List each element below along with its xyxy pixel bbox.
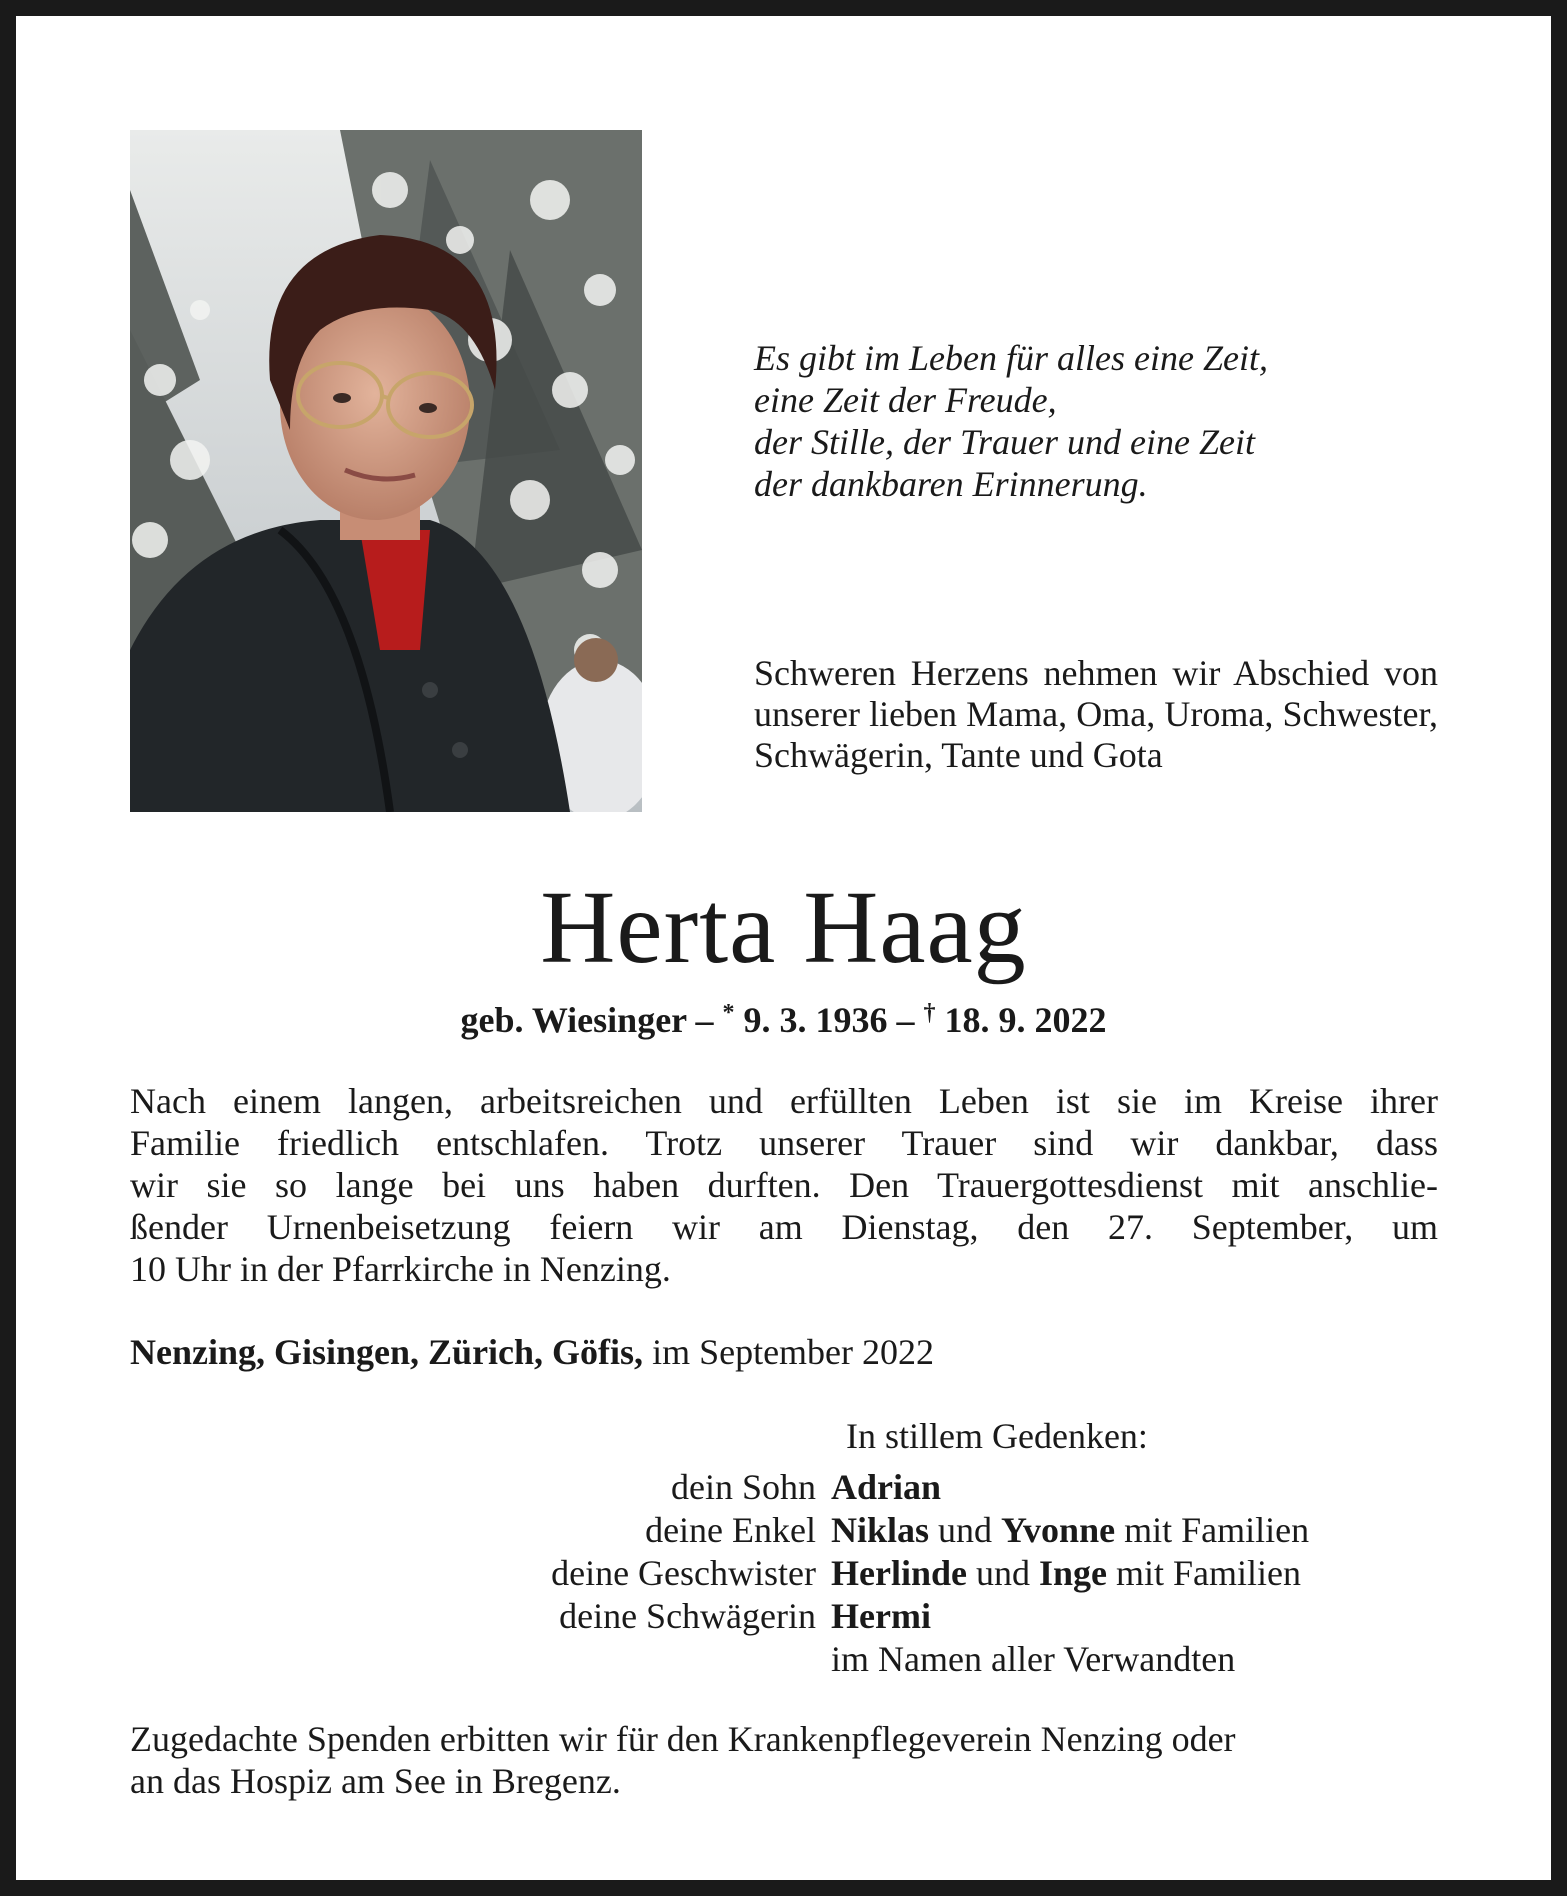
text-line: Nach einem langen, arbeitsreichen und erfüllten Leben ist sie im Kreise ihrer <box>130 1081 1438 1121</box>
mourner-name: Herlinde <box>831 1553 967 1593</box>
mourners-list <box>130 1466 1450 1681</box>
mourner-relation: dein Sohn <box>670 1467 816 1507</box>
mourner-names <box>831 1509 1309 1552</box>
text-line: 10 Uhr in der Pfarrkirche in Nenzing. <box>130 1249 671 1289</box>
place-date-line <box>130 1330 1438 1374</box>
birth-date: 9. 3. 1936 <box>743 1000 888 1040</box>
mourners-title: In stillem Gedenken: <box>846 1416 1148 1456</box>
farewell-intro: Schweren Herzens nehmen wir Abschied von unserer lieben Mama, Oma, Uroma, Schwester, Schwägerin, Tante und Gota <box>754 653 1438 775</box>
text-line: wir sie so lange bei uns haben durften. Den Trauergottesdienst mit anschlie- <box>130 1165 1438 1205</box>
mourner-suffix: mit Familien <box>1124 1510 1310 1550</box>
mourner-relation: deine Schwägerin <box>559 1596 816 1636</box>
mourner-name: Hermi <box>831 1596 931 1636</box>
mourner-row <box>130 1552 1450 1595</box>
mourner-names <box>831 1638 1235 1681</box>
mourner-names <box>831 1552 1301 1595</box>
deceased-name: Herta Haag <box>540 870 1027 985</box>
quote-line: der dankbaren Erinnerung. <box>754 464 1148 504</box>
donation-note <box>130 1718 1450 1802</box>
obituary-text <box>130 1080 1438 1290</box>
portrait-image <box>130 130 642 812</box>
mourner-row <box>130 1509 1450 1552</box>
date-separator: – <box>896 1000 915 1040</box>
donation-line: Zugedachte Spenden erbitten wir für den Krankenpflegeverein Nenzing oder <box>130 1719 1236 1759</box>
mourner-row <box>130 1466 1450 1509</box>
portrait-photo <box>130 130 642 812</box>
donation-line: an das Hospiz am See in Bregenz. <box>130 1761 621 1801</box>
place-date: im September 2022 <box>652 1332 935 1372</box>
place-towns: Nenzing, Gisingen, Zürich, Göfis, <box>130 1332 644 1372</box>
mourner-name: Yvonne <box>1001 1510 1116 1550</box>
mourner-names <box>831 1466 941 1509</box>
quote-line: der Stille, der Trauer und eine Zeit <box>754 422 1255 462</box>
mourner-row <box>130 1638 1450 1681</box>
mourner-relation: deine Enkel <box>645 1510 816 1550</box>
death-date: 18. 9. 2022 <box>944 1000 1107 1040</box>
mourner-relation <box>130 1638 831 1681</box>
quote-line: eine Zeit der Freude, <box>754 380 1057 420</box>
mourner-conjunction: und <box>975 1553 1030 1593</box>
memorial-quote <box>754 337 1454 505</box>
text-line: ßender Urnenbeisetzung feiern wir am Dienstag, den 27. September, um <box>130 1207 1438 1247</box>
mourner-names <box>831 1595 931 1638</box>
mourner-row <box>130 1595 1450 1638</box>
text-line: Familie friedlich entschlafen. Trotz unserer Trauer sind wir dankbar, dass <box>130 1123 1438 1163</box>
death-symbol: † <box>923 1000 936 1026</box>
mourner-name: Adrian <box>831 1467 942 1507</box>
mourner-name: Niklas <box>831 1510 930 1550</box>
maiden-name: geb. Wiesinger – <box>460 1000 714 1040</box>
mourner-conjunction: und <box>938 1510 993 1550</box>
mourner-suffix: mit Familien <box>1116 1553 1301 1593</box>
quote-line: Es gibt im Leben für alles eine Zeit, <box>754 338 1268 378</box>
mourner-suffix: im Namen aller Verwandten <box>831 1639 1236 1679</box>
birth-symbol: * <box>722 1000 735 1026</box>
life-dates <box>0 998 1567 1042</box>
mourner-name: Inge <box>1038 1553 1107 1593</box>
mourner-relation: deine Geschwister <box>551 1553 816 1593</box>
